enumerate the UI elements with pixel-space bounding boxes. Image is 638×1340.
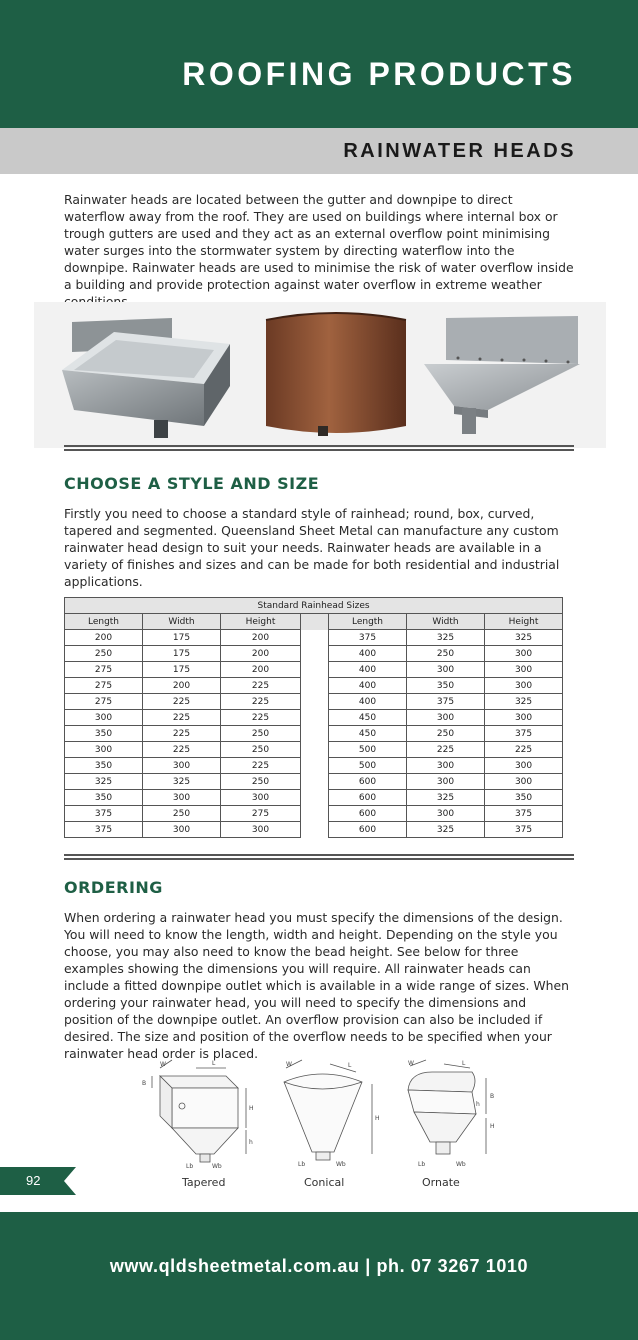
cell-length: 350	[65, 758, 143, 774]
cell-length: 450	[329, 710, 407, 726]
table-row	[65, 726, 563, 742]
page-title: ROOFING PRODUCTS	[182, 56, 576, 92]
cell-width: 250	[407, 646, 485, 662]
cell-width: 250	[407, 726, 485, 742]
label-lb: Lb	[298, 1161, 306, 1168]
intro-paragraph: Rainwater heads are located between the gutter and downpipe to direct waterflow away from the roof. They are used on buildings where internal box or trough gutters are used and they act as an external overflow point minimising water surges into the stormwater system by directing waterflow into the downpipe. Rainwater heads are used to minimise the risk of water overflow inside a building and provide protection against water overflow in extreme weather	[64, 192, 574, 292]
caption-conical: Conical	[304, 1176, 345, 1189]
cell-width: 300	[407, 758, 485, 774]
table-gap	[301, 662, 329, 678]
label-wb: Wb	[456, 1161, 466, 1168]
footer-band	[0, 1212, 638, 1340]
ordering-heading: ORDERING	[64, 878, 163, 897]
table-gap	[301, 678, 329, 694]
column-header-width: Width	[143, 614, 221, 630]
cell-length: 375	[329, 630, 407, 646]
cell-height: 300	[485, 774, 563, 790]
section-divider	[64, 854, 574, 860]
table-row	[65, 710, 563, 726]
cell-length: 400	[329, 694, 407, 710]
cell-length: 500	[329, 742, 407, 758]
page-number: 92	[26, 1173, 41, 1188]
cell-width: 325	[407, 822, 485, 838]
cell-height: 250	[221, 742, 301, 758]
cell-height: 300	[485, 710, 563, 726]
cell-width: 300	[407, 774, 485, 790]
table-gap	[301, 742, 329, 758]
cell-length: 300	[65, 710, 143, 726]
cell-height: 300	[485, 758, 563, 774]
round-rainhead-photo	[256, 302, 416, 448]
cell-width: 300	[143, 758, 221, 774]
cell-height: 275	[221, 806, 301, 822]
cell-width: 225	[143, 742, 221, 758]
cell-length: 375	[65, 822, 143, 838]
cell-width: 175	[143, 630, 221, 646]
cell-height: 375	[485, 726, 563, 742]
label-h-upper: H	[375, 1115, 380, 1122]
cell-height: 300	[485, 678, 563, 694]
label-lb: Lb	[418, 1161, 426, 1168]
table-gap	[301, 758, 329, 774]
table-row	[65, 742, 563, 758]
cell-width: 200	[143, 678, 221, 694]
label-w: W	[160, 1061, 166, 1068]
cell-height: 300	[485, 662, 563, 678]
column-header-length: Length	[65, 614, 143, 630]
product-photos	[34, 302, 606, 448]
cell-height: 250	[221, 774, 301, 790]
column-header-width: Width	[407, 614, 485, 630]
column-header-height: Height	[485, 614, 563, 630]
cell-width: 300	[407, 806, 485, 822]
cell-width: 375	[407, 694, 485, 710]
cell-length: 275	[65, 678, 143, 694]
choose-heading: CHOOSE A STYLE AND SIZE	[64, 474, 320, 493]
cell-height: 375	[485, 806, 563, 822]
table-row	[65, 694, 563, 710]
table-gap	[301, 774, 329, 790]
footer-contact: www.qldsheetmetal.com.au | ph. 07 3267 1010	[109, 1256, 529, 1276]
cell-width: 350	[407, 678, 485, 694]
table-caption: Standard Rainhead Sizes	[65, 598, 563, 614]
table-gap	[301, 630, 329, 646]
label-h-upper: H	[490, 1123, 495, 1130]
cell-height: 325	[485, 630, 563, 646]
cell-width: 175	[143, 662, 221, 678]
cell-width: 225	[407, 742, 485, 758]
cell-length: 600	[329, 822, 407, 838]
cell-height: 325	[485, 694, 563, 710]
table-gap	[301, 694, 329, 710]
cell-width: 300	[407, 710, 485, 726]
cell-height: 300	[221, 822, 301, 838]
cell-width: 225	[143, 694, 221, 710]
label-wb: Wb	[212, 1163, 222, 1170]
cell-height: 250	[221, 726, 301, 742]
cell-length: 350	[65, 790, 143, 806]
table-row	[65, 646, 563, 662]
cell-width: 300	[407, 662, 485, 678]
rainhead-sizes-table	[64, 597, 563, 838]
cell-length: 300	[65, 742, 143, 758]
label-wb: Wb	[336, 1161, 346, 1168]
cell-length: 325	[65, 774, 143, 790]
dimension-diagrams	[126, 1058, 518, 1190]
table-gap	[301, 806, 329, 822]
cell-width: 175	[143, 646, 221, 662]
caption-tapered: Tapered	[182, 1176, 226, 1189]
conical-rainhead-photo	[424, 302, 594, 448]
cell-height: 200	[221, 646, 301, 662]
table-header-row	[65, 614, 563, 630]
cell-length: 250	[65, 646, 143, 662]
table-row	[65, 758, 563, 774]
cell-height: 225	[221, 678, 301, 694]
ordering-paragraph: When ordering a rainwater head you must specify the dimensions of the design. You will need to know the length, width and height. Depending on the style you choose, you may also need to know the bead height. See below for three examples showing the dimensions you will require. All rainwater heads can include a fitted downpipe outlet which is available in a wide range of sizes. When ordering your rainwater head, you will need to specify the dimensions and position of the downpipe outlet. An overflow provision can also be included if desired. The size and position of the overflow needs to be specified when your rainwater head order is placed.	[64, 910, 569, 1061]
label-h-lower: h	[476, 1101, 480, 1108]
subheader-band	[0, 128, 638, 174]
table-row	[65, 790, 563, 806]
page-number-tab	[0, 1167, 76, 1195]
cell-height: 300	[221, 790, 301, 806]
cell-height: 300	[485, 646, 563, 662]
cell-length: 600	[329, 806, 407, 822]
cell-length: 600	[329, 790, 407, 806]
cell-length: 275	[65, 662, 143, 678]
cell-height: 225	[221, 694, 301, 710]
cell-height: 375	[485, 822, 563, 838]
cell-length: 400	[329, 678, 407, 694]
table-gap	[301, 710, 329, 726]
caption-ornate: Ornate	[422, 1176, 460, 1189]
table-row	[65, 630, 563, 646]
cell-width: 325	[407, 790, 485, 806]
cell-width: 225	[143, 710, 221, 726]
table-row	[65, 822, 563, 838]
label-l: L	[212, 1060, 216, 1067]
label-b: B	[142, 1080, 147, 1087]
cell-length: 400	[329, 662, 407, 678]
table-row	[65, 774, 563, 790]
cell-height: 225	[221, 758, 301, 774]
label-b: B	[490, 1093, 495, 1100]
box-rainhead-photo	[54, 302, 234, 448]
tapered-diagram	[142, 1060, 254, 1189]
column-header-height: Height	[221, 614, 301, 630]
label-h-lower: h	[249, 1139, 253, 1146]
section-divider	[64, 445, 574, 451]
table-row	[65, 678, 563, 694]
choose-paragraph: Firstly you need to choose a standard style of rainhead; round, box, curved, tapered and segmented. Queensland Sheet Metal can manufacture any custom rainwater head design to suit your needs. Rainwater heads are available in a variety of finishes and sizes and can be made for both residential and industrial applications.	[64, 506, 560, 589]
label-h-upper: H	[249, 1105, 254, 1112]
cell-width: 325	[407, 630, 485, 646]
cell-length: 275	[65, 694, 143, 710]
table-gap	[301, 614, 329, 630]
ornate-diagram	[408, 1060, 495, 1189]
cell-width: 250	[143, 806, 221, 822]
cell-length: 350	[65, 726, 143, 742]
cell-length: 500	[329, 758, 407, 774]
cell-width: 225	[143, 726, 221, 742]
label-l: L	[348, 1062, 352, 1069]
table-gap	[301, 822, 329, 838]
cell-width: 325	[143, 774, 221, 790]
cell-length: 400	[329, 646, 407, 662]
column-header-length: Length	[329, 614, 407, 630]
cell-length: 375	[65, 806, 143, 822]
table-gap	[301, 646, 329, 662]
cell-height: 200	[221, 662, 301, 678]
table-gap	[301, 726, 329, 742]
cell-height: 225	[485, 742, 563, 758]
cell-height: 350	[485, 790, 563, 806]
cell-length: 600	[329, 774, 407, 790]
cell-width: 300	[143, 790, 221, 806]
label-lb: Lb	[186, 1163, 194, 1170]
header-band	[0, 0, 638, 128]
section-title: RAINWATER HEADS	[343, 140, 576, 162]
cell-length: 200	[65, 630, 143, 646]
cell-height: 225	[221, 710, 301, 726]
label-w: W	[408, 1060, 414, 1067]
label-w: W	[286, 1061, 292, 1068]
cell-length: 450	[329, 726, 407, 742]
cell-height: 200	[221, 630, 301, 646]
cell-width: 300	[143, 822, 221, 838]
conical-diagram	[284, 1060, 380, 1189]
table-row	[65, 662, 563, 678]
label-l: L	[462, 1060, 466, 1067]
table-gap	[301, 790, 329, 806]
table-row	[65, 806, 563, 822]
